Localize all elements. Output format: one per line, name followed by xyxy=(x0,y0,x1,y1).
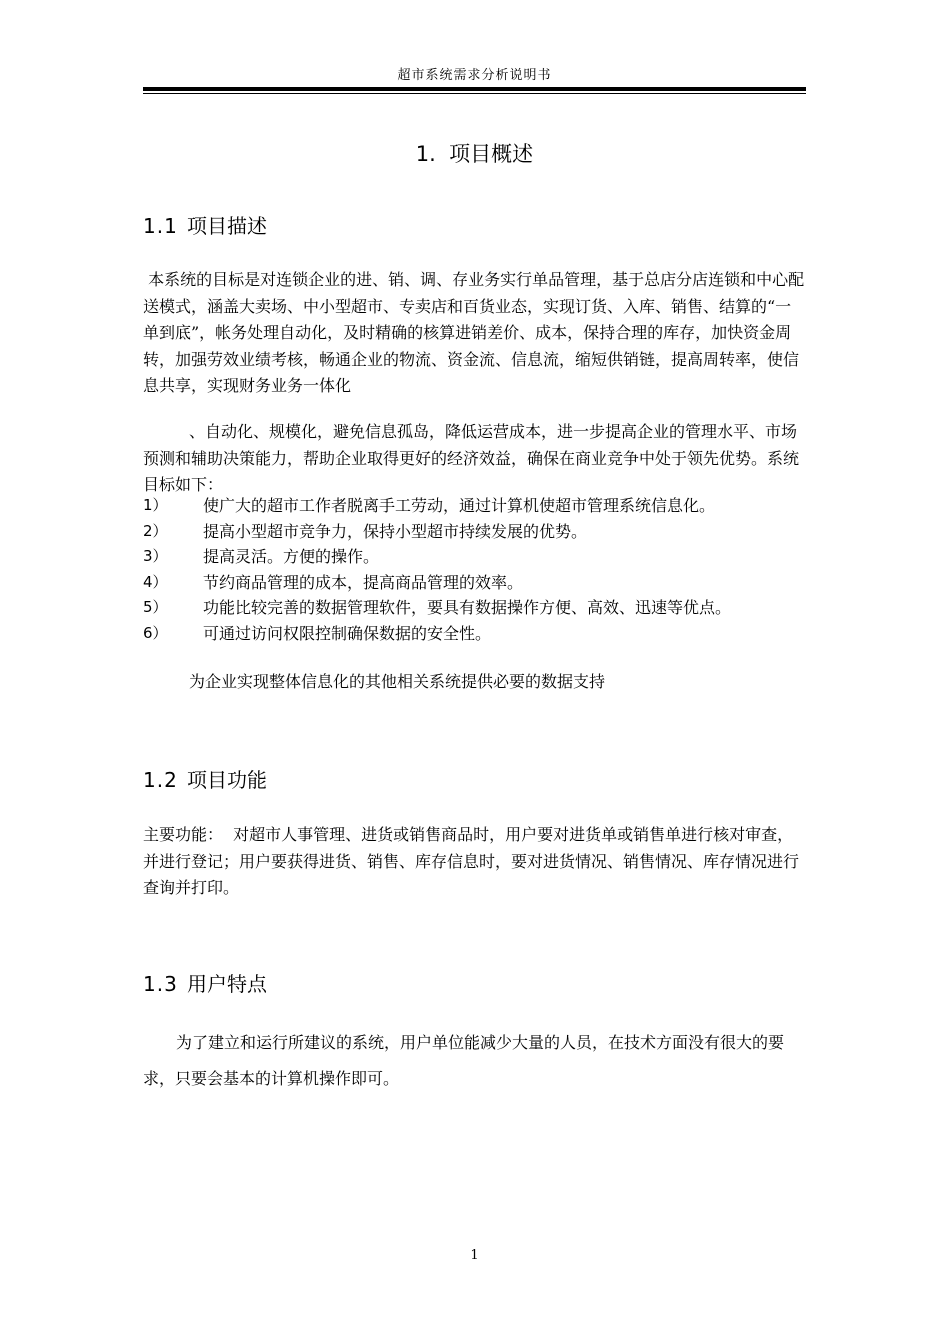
list-text: 节约商品管理的成本，提高商品管理的效率。 xyxy=(203,572,524,592)
section-title-text: 用户特点 xyxy=(187,972,267,996)
list-text: 可通过访问权限控制确保数据的安全性。 xyxy=(203,623,492,643)
user-characteristics-paragraph: 为了建立和运行所建议的系统，用户单位能减少大量的人员，在技术方面没有很大的要求，只要会基本的计算机操作即可。 xyxy=(143,1033,785,1088)
running-header: 超市系统需求分析说明书 xyxy=(397,68,552,83)
section-title-text: 项目描述 xyxy=(187,214,267,238)
list-number: 3） xyxy=(143,547,168,565)
list-number: 4） xyxy=(143,572,168,591)
section-heading-1-3 xyxy=(143,968,267,997)
list-item xyxy=(143,595,806,621)
list-item xyxy=(143,493,806,519)
section-number: 1.2 xyxy=(143,768,178,792)
chapter-title: 1. 项目概述 xyxy=(415,142,534,166)
section-title-text: 项目功能 xyxy=(187,768,267,792)
list-item xyxy=(143,570,806,596)
list-text: 提高小型超市竞争力，保持小型超市持续发展的优势。 xyxy=(203,521,588,541)
list-number: 5） xyxy=(143,598,168,616)
closing-line: 为企业实现整体信息化的其他相关系统提供必要的数据支持 xyxy=(189,672,606,691)
section-number: 1.1 xyxy=(143,214,178,238)
list-number: 2） xyxy=(143,521,168,540)
description-paragraph: 本系统的目标是对连锁企业的进、销、调、存业务实行单品管理，基于总店分店连锁和中心配送模式，涵盖大卖场、中小型超市、专卖店和百货业态，实现订货、入库、销售、结算的“一单到底”，帐务处理自动化，及时精确的核算进销差价、成本，保持合理的库存，加快资金周转，加强劳效业绩考核，畅通企业的物流、资金流、信息流，缩短供销链，提高周转率，使信息共享，实现财务业务一体化 xyxy=(143,270,805,395)
header-rule-thin xyxy=(143,93,806,94)
list-text: 提高灵活。方便的操作。 xyxy=(203,547,380,566)
list-number: 1） xyxy=(143,496,168,514)
description-paragraph-continued: 、自动化、规模化，避免信息孤岛，降低运营成本，进一步提高企业的管理水平、市场预测和辅助决策能力，帮助企业取得更好的经济效益，确保在商业竞争中处于领先优势。系统目标如下： xyxy=(143,422,800,494)
list-text: 使广大的超市工作者脱离手工劳动，通过计算机使超市管理系统信息化。 xyxy=(203,496,716,515)
list-text: 功能比较完善的数据管理软件，要具有数据操作方便、高效、迅速等优点。 xyxy=(203,598,732,617)
page-number: 1 xyxy=(470,1248,479,1263)
section-heading-1-1 xyxy=(143,210,267,239)
goals-list xyxy=(143,493,806,646)
section-heading-1-2 xyxy=(143,764,267,793)
header-rule-thick xyxy=(143,87,806,91)
functions-paragraph: 主要功能： 对超市人事管理、进货或销售商品时，用户要对进货单或销售单进行核对审查，并进行登记；用户要获得进货、销售、库存信息时，要对进货情况、销售情况、库存情况进行查询并打印。 xyxy=(143,825,800,897)
section-number: 1.3 xyxy=(143,972,178,996)
list-item xyxy=(143,621,806,647)
list-item xyxy=(143,544,806,570)
list-number: 6） xyxy=(143,623,168,642)
list-item xyxy=(143,519,806,545)
